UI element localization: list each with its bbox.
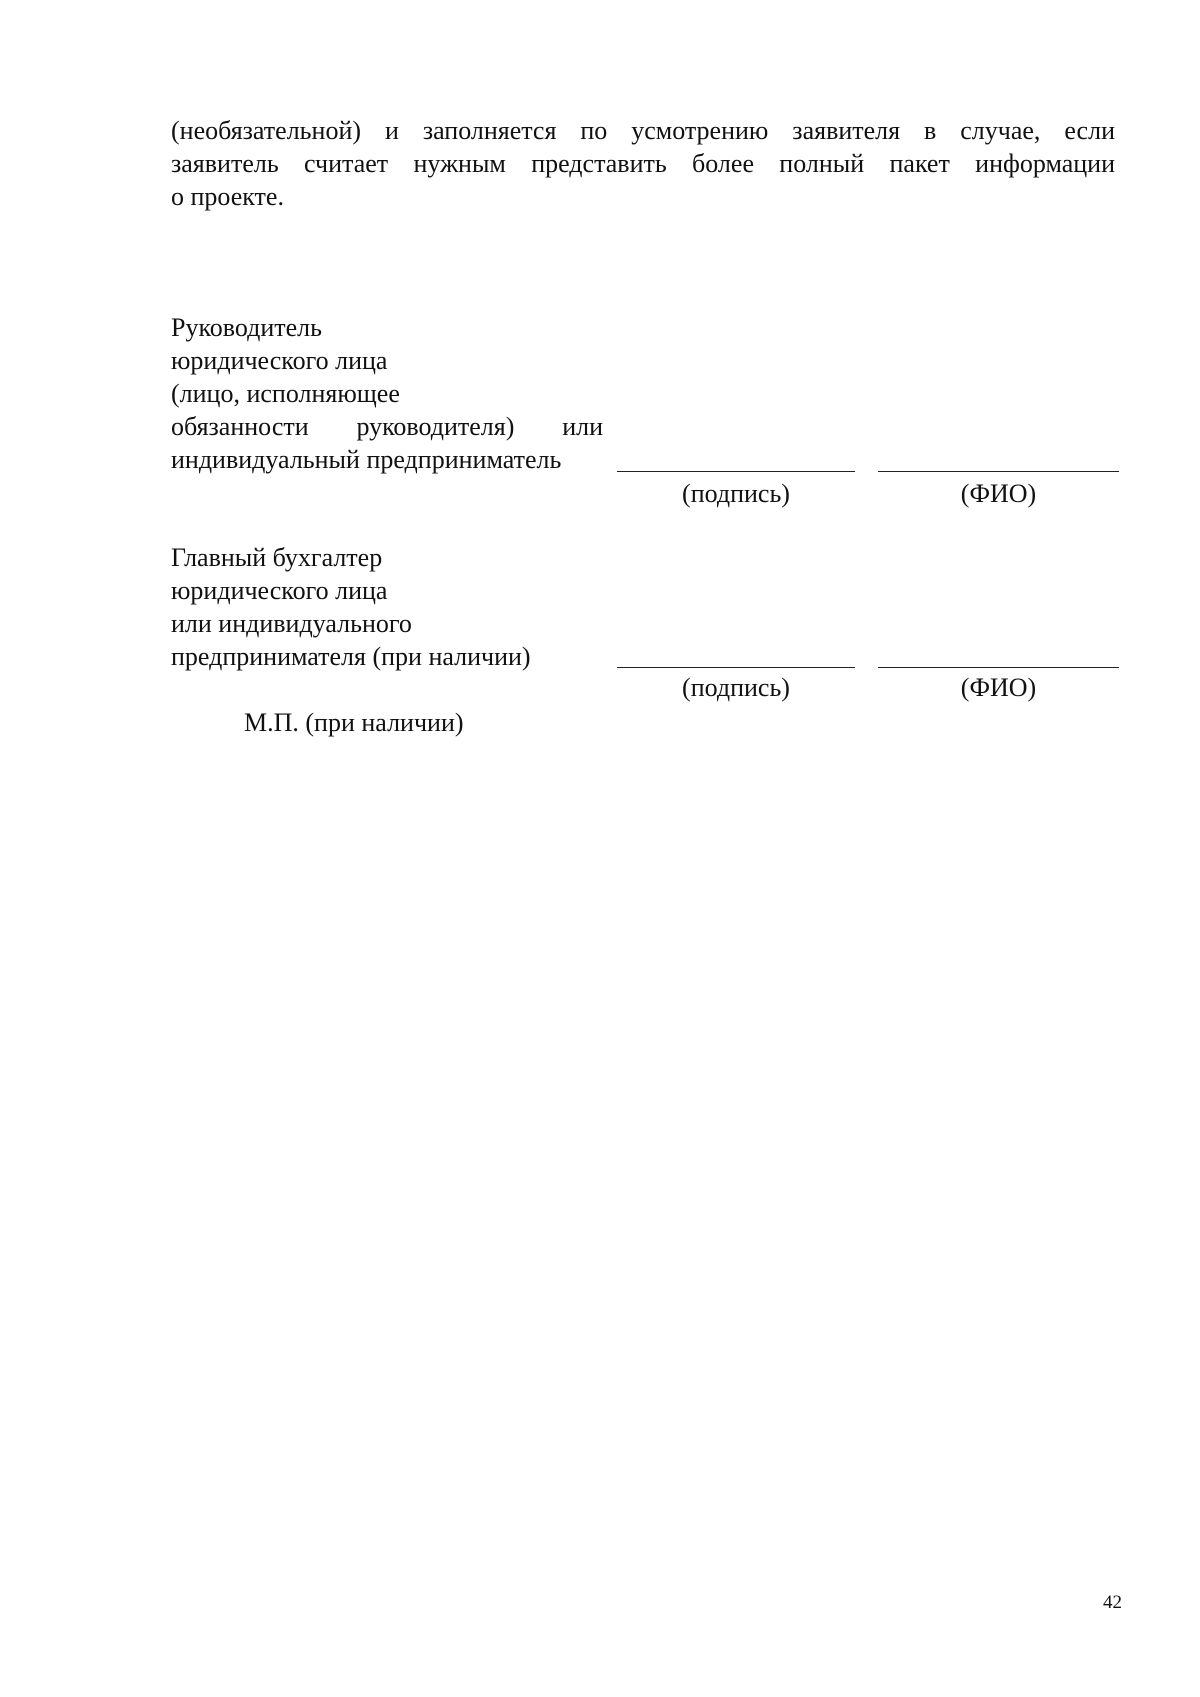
- director-label: [171, 311, 603, 476]
- stamp-placeholder: М.П. (при наличии): [244, 708, 464, 737]
- director-label-line: юридического лица: [171, 346, 388, 375]
- intro-line: заявитель считает нужным представить более полный пакет информации: [171, 149, 1115, 178]
- director-name-caption: (ФИО): [960, 479, 1037, 508]
- accountant-label-line: юридического лица: [171, 576, 388, 605]
- intro-paragraph: [171, 114, 1115, 213]
- director-signature-caption: (подпись): [682, 479, 790, 508]
- director-label-line: (лицо, исполняющее: [171, 379, 400, 408]
- accountant-name-caption: (ФИО): [960, 673, 1037, 702]
- director-label-line: индивидуальный предприниматель: [171, 445, 562, 474]
- accountant-label-line: или индивидуального: [171, 609, 412, 638]
- intro-line: (необязательной) и заполняется по усмотрению заявителя в случае, если: [171, 116, 1115, 145]
- accountant-signature-caption: (подпись): [682, 673, 790, 702]
- accountant-label-line: Главный бухгалтер: [171, 543, 383, 572]
- page-number: 42: [1103, 1592, 1122, 1613]
- director-label-line: Руководитель: [171, 313, 322, 342]
- accountant-label: [171, 541, 531, 673]
- director-label-line: обязанности руководителя) или: [171, 412, 603, 441]
- intro-line: о проекте.: [171, 182, 284, 211]
- accountant-label-line: предпринимателя (при наличии): [171, 642, 531, 671]
- director-signature-line[interactable]: [617, 471, 855, 472]
- director-name-line[interactable]: [878, 471, 1119, 472]
- accountant-name-line[interactable]: [878, 667, 1119, 668]
- accountant-signature-line[interactable]: [617, 667, 855, 668]
